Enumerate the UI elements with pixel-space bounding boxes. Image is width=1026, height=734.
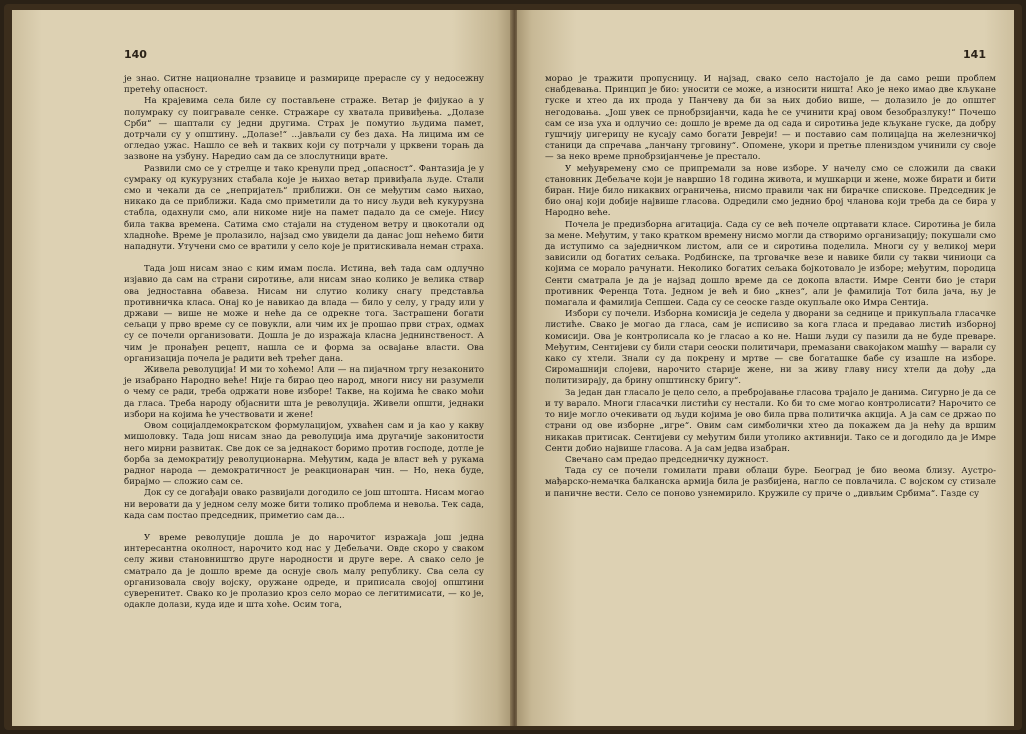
left-page-text (124, 74, 484, 611)
left-page (12, 10, 512, 726)
paragraph: Тада још нисам знао с ким имам посла. Истина, већ тада сам одлучно изјавио да сам на страни сиротиње, али нисам знао колико је велика ствар ова једноставна обавеза. Нисам ни слутио колику снагу представља противничка класа. Онај ко је навикао да влада — било у селу, у граду или у држави — више не може и неће да се одрекне тога. Застрашени богати сељаци у прво време су се повукли, али чим их је прошао први страх, одмах су се почели организовати. Дошла је до изражаја класна једнинственост. А чим је пронађен рецепт, нашла се и форма за освајање власти. Ова организација почела је радити већ трећег дана. (124, 264, 484, 364)
paragraph: Док су се догађаји овако развијали догодило се још штошта. Нисам могао ни веровати да у једном селу може бити толико проблема и невоља. Тек сада, када сам постао председник, приметио сам да... (124, 488, 484, 521)
book-spread (4, 4, 1022, 730)
paragraph: Развили смо се у стрелце и тако кренули пред „опасност“. Фантазија је у сумраку од кукурузних стабала које је њихао ветар привиђала људе. Стали смо и чекали да се „непријатељ“ приближи. Он се међутим само њихао, никако да се приближи. Када смо приметили да то нису људи већ кукурузна стабла, одахнули смо, али никоме није на памет падало да се смеје. Нису била таква времена. Сатима смо стајали на студеном ветру и цвокотали од хладноће. Време је пролазило, најзад смо увидели да данас још нећемо бити нападнути. Утучени смо се вратили у село које је притискивала неман страха. (124, 163, 484, 253)
page-number: 140 (124, 48, 147, 61)
page-number: 141 (963, 48, 986, 61)
paragraph: Почела је предизборна агитација. Сада су се већ почеле оцртавати класе. Сиротиња је била за мене. Међутим, у тако кратком времену нисмо могли да створимо организацију; покушали смо да иступимо са заједничком листом, али се и сиротиња поделила. Многи су у великој мери зависили од богатих сељака. Родбинске, па трговачке везе и навике били су такви чиниоци са којима се морало рачунати. Неколико богатих сељака бојкотовало је изборе; међутим, породица Сенти сматрала је да је најзад дошло време да се докопа власти. Имре Сенти био је стари противник Ференца Тота. Једном је већ и био „кнез“, али је фамилија Тот била јача, њу је помагала и фамилија Сепшеи. Сада су се сеоске газде окупљале око Имра Сентија. (545, 219, 996, 309)
paragraph: Живела револуција! И ми то хоћемо! Али — на пијачном тргу незаконито је изабрано Народно веће! Није га бирао цео народ, многи нису ни разумели о чему се ради, треба одржати нове изборе! Такве, на којима ће свако моћи да гласа. Треба народу објаснити шта је револуција. Живели општи, једнаки избори на којима ће учествовати и жене! (124, 365, 484, 420)
paragraph: За један дан гласало је цело село, а пребројавање гласова трајало је данима. Сигурно је да се и ту варало. Многи гласачки листићи су нестали. Ко би то сме могао контролисати? Нарочито се то није могло очекивати од људи којима је ово била прва политичка акција. А ја сам се држао по страни од ове изборне „игре“. Овим сам симболички хтео да покажем да ја нећу да вршим никакав притисак. Сентијеви су међутим били утолико активнији. Тако се и догодило да је Имре Сенти добио највише гласова. А ја сам једва изабран. (545, 387, 996, 454)
paragraph: На крајевима села биле су постављене страже. Ветар је фијукао а у полумраку су поигравале сенке. Стражаре су хватала привиђења. „Долазе Срби“ — шаптали су једни другима. Страх је помутио људима памет, дотрчали су у општину. „Долазе!“ ...јављали су без даха. На лицима им се огледао ужас. Нашло се већ и таквих који су потрчали у црквени торањ да зазвоне на узбуну. Наредио сам да се злослутници врате. (124, 96, 484, 163)
right-page-text (545, 74, 996, 500)
paragraph: Овом социјалдемократском формулацијом, ухваћен сам и ја као у какву мишоловку. Тада још нисам знао да револуција има другачије законитости него мирни развитак. Све док се за једнакост боримо против господе, дотле је борба за демократију револуционарна. Међутим, када је власт већ у рукама радног народа — демократичност је реакционаран чин. — Но, нека буде, бирајмо — сложио сам се. (124, 421, 484, 488)
right-page (517, 10, 1014, 726)
paragraph: Избори су почели. Изборна комисија је седела у дворани за седнице и прикупљала гласачке листиће. Свако је могао да гласа, сам је исписиво за кога гласа и предавао листић изборној комисији. Ова је контролисала ко је гласао а ко не. Наши људи су пазили да не буде преваре. Међутим, Сентијеви су били стари сеоски политичари, премазани свакојаком машћу — варали су како су хтели. Знали су да покрену и мртве — све богаташке бабе су изашле на изборе. Сиромашнији слојеви, нарочито старије жене, ни за живу главу нису хтели да дођу „да политизирају, да брину општинску бригу“. (545, 309, 996, 387)
paragraph: је знао. Ситне националне трзавице и размирице прерасле су у недосежну претећу опасност. (124, 74, 484, 96)
paragraph: Тада су се почели гомилати прави облаци буре. Београд је био веома близу. Аустро-мађарско-немачка балканска армија била је разбијена, нагло се повлачила. С војском су стизале и паничне вести. Село се поново узнемирило. Кружиле су приче о „дивљим Србима“. Газде су (545, 466, 996, 499)
paragraph: Свечано сам предао председничку дужност. (565, 454, 769, 465)
paragraph: У међувремену смо се припремали за нове изборе. У начелу смо се сложили да сваки становник Дебељаче који је навршио 18 година живота, и мушкарци и жене, може бирати и бити биран. Није било никаквих ограничења, нисмо правили чак ни бирачке спискове. Председник је био онај који добије највише гласова. Одредили смо једнио број чланова који треба да се бира у Народно веће. (545, 163, 996, 219)
paragraph: морао је тражити пропусницу. И најзад, свако село настојало је да само реши проблем снабдевања. Принцип је био: уносити се може, а износити ништа! Ако је неко имао две кљукане гуске и хтео да их прода у Панчеву да би за њих добио више, — долазило је до општег негодовања. „Још увек се прнобрзијанчи, када ће се учинити крај овом безобразлуку!“ Почешо сам се иза уха и одлучио се: дошло је време да од сада и сиротиња једе кљукане гуске, да добру гушчију џигерицу не кусају само богати Јевреји! — и поставио сам полицајца на железничкој станици да спречава „ланчану трговину“. Опомене, укори и претње плениздом учинили су своје — за неко време прнобрзијанчење је престало. (545, 74, 996, 163)
paragraph: У време револуције дошла је до нарочитог изражаја још једна интересантна околност, нарочито код нас у Дебељачи. Овде скоро у сваком селу живи становништво друге народности и друге вере. А свако село је сматрало да је дошло време да оснује свољ малу републику. Сва села су организовала своју војску, оружане одреде, и приписала својој општини суверенитет. Свако ко је пролазио кроз село морао се легитимисати, — ко је, одакле долази, куда иде и шта хоће. Осим тога, (124, 532, 484, 611)
